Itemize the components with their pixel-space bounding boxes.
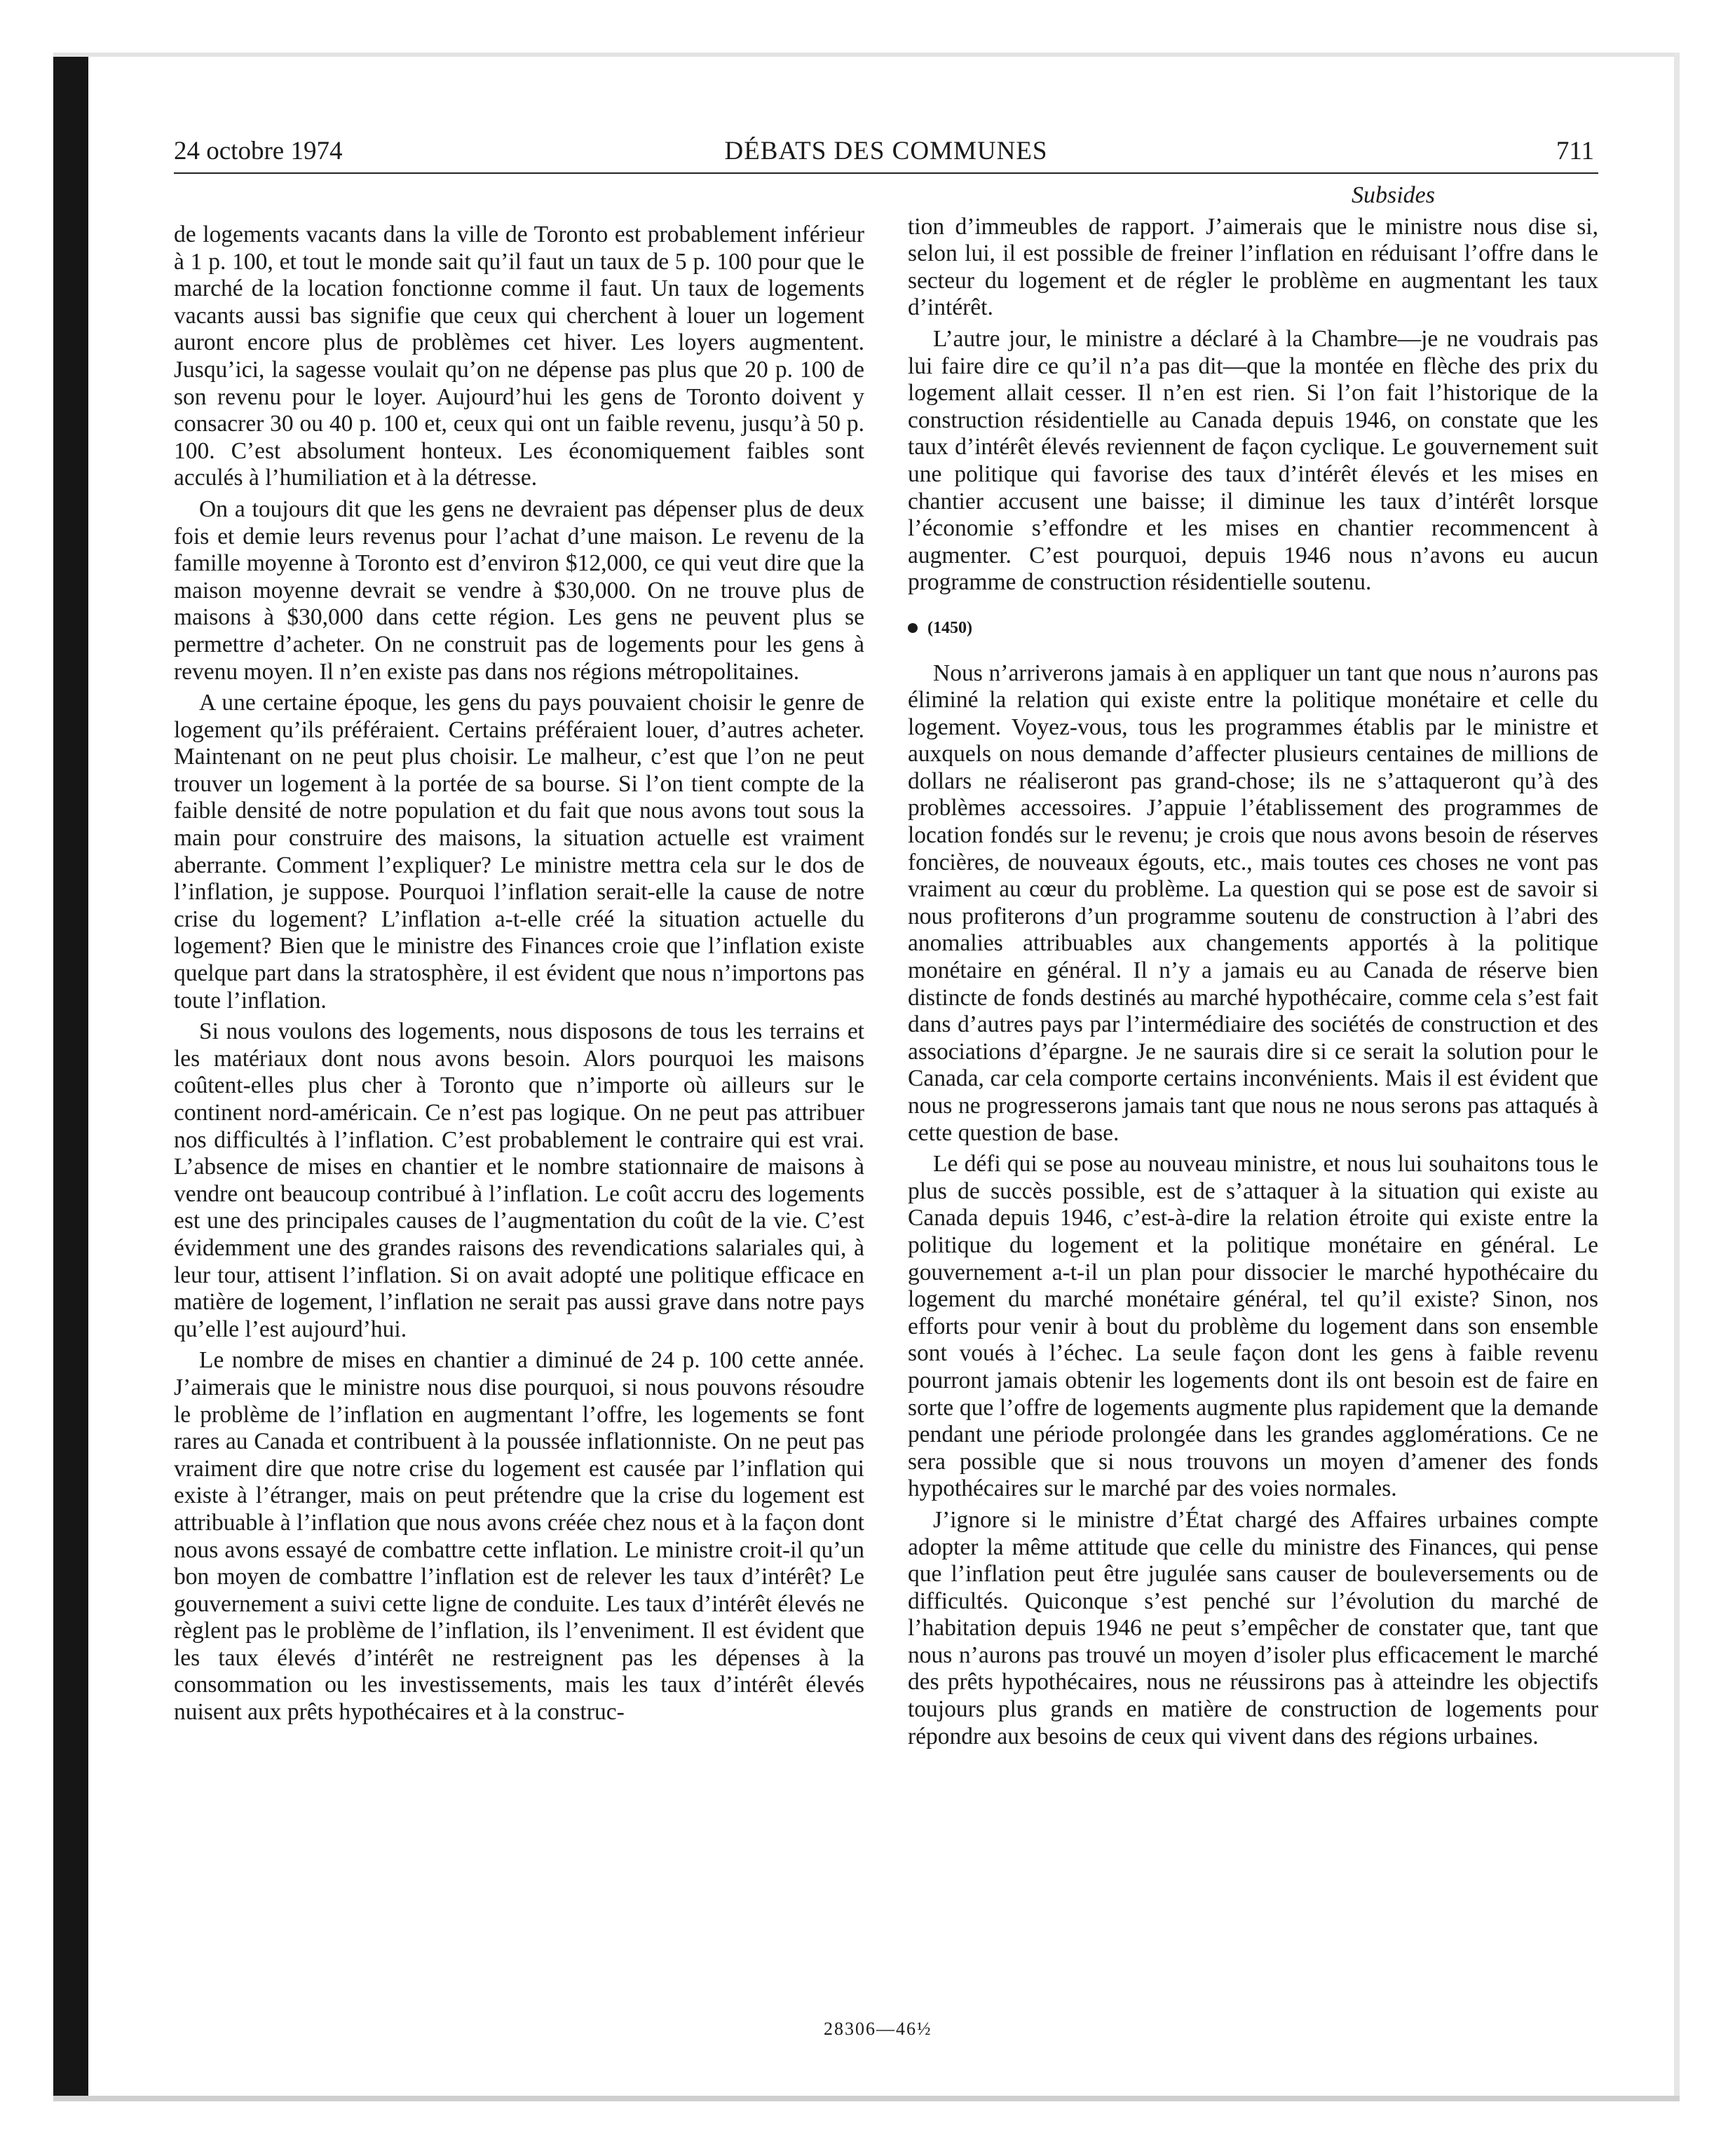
paragraph: L’autre jour, le ministre a déclaré à la Chambre—je ne voudrais pas lui faire dire ce qu’il n’a pas dit—que la montée en flèche des prix du logement allait cesser. Il n’en est rien. Si l’on fait l’historique de la construction résidentielle au Canada depuis 1946, on constate que les taux d’intérêt élevés reviennent de façon cyclique. Le gouvernement suit une politique qui favorise des taux d’intérêt élevés et les mises en chantier accusent une baisse; il diminue les taux d’intérêt lorsque l’économie s’effondre et les mises en chantier recommencent à augmenter. C’est pourquoi, depuis 1946 nous n’avons eu aucun programme de construction résidentielle soutenu. xyxy=(908,325,1598,596)
paragraph: Le défi qui se pose au nouveau ministre, et nous lui souhaitons tous le plus de succès possible, est de s’attaquer à la situation qui existe au Canada depuis 1946, c’est-à-dire la relation étroite qui existe entre la politique du logement et la politique monétaire en général. Le gouvernement a-t-il un plan pour dissocier le marché hypothécaire du logement du marché monétaire général, tel qu’il existe? Sinon, nos efforts pour venir à bout du problème du logement dans son ensemble sont voués à l’échec. La seule façon dont les gens à faible revenu pourront jamais obtenir les logements dont ils ont besoin est de faire en sorte que l’offre de logements augmente plus rapidement que la demande pendant une période prolongée dans les grandes agglomérations. Ce ne sera possible que si nous trouvons un moyen d’amener des fonds hypothécaires sur le marché par des voies normales. xyxy=(908,1151,1598,1502)
scan-edge-right xyxy=(1674,53,1680,2100)
paragraph: Nous n’arriverons jamais à en appliquer un tant que nous n’aurons pas éliminé la relation qui existe entre la politique monétaire et celle du logement. Voyez-vous, tous les programmes établis par le ministre et auxquels on nous demande d’affecter plusieurs centaines de millions de dollars ne réaliseront pas grand-chose; ils ne s’attaqueront qu’à des problèmes accessoires. J’appuie l’établissement des programmes de location fondés sur le revenu; je crois que nous avons besoin de réserves foncières, de nouveaux égouts, etc., mais toutes ces choses ne vont pas vraiment au cœur du problème. La question qui se pose est de savoir si nous profiterons d’un programme soutenu de construction à l’abri des anomalies attribuables aux changements apportés à la politique monétaire en général. Il n’y a jamais eu au Canada de réserve bien distincte de fonds destinés au marché hypothécaire, comme cela s’est fait dans d’autres pays par l’intermédiaire des sociétés de construction et des associations d’épargne. Je ne saurais dire si ce serait la solution pour le Canada, car cela comporte certains inconvénients. Mais il est évident que nous ne progresserons jamais tant que nous ne nous serons pas attaqués à cette question de base. xyxy=(908,660,1598,1146)
scan-edge-top xyxy=(53,53,1680,57)
page-footer: 28306—46½ xyxy=(824,2019,932,2039)
paragraph: tion d’immeubles de rapport. J’aimerais que le ministre nous dise si, selon lui, il est possible de freiner l’inflation en réduisant l’offre dans le secteur du logement et de régler le problème en augmentant les taux d’intérêt. xyxy=(908,213,1598,321)
scan-margin-left xyxy=(0,0,53,2156)
paragraph: de logements vacants dans la ville de Toronto est probablement inférieur à 1 p. 100, et tout le monde sait qu’il faut un taux de 5 p. 100 pour que le marché de la location fonctionne comme il faut. Un taux de logements vacants aussi bas signifie que ceux qui cherchent à louer un logement auront encore plus de problèmes cet hiver. Les loyers augmentent. Jusqu’ici, la sagesse voulait qu’on ne dépense pas plus que 20 p. 100 de son revenu pour le loyer. Aujourd’hui les gens de Toronto doivent y consacrer 30 ou 40 p. 100 et, ceux qui ont un faible revenu, jusqu’à 50 p. 100. C’est absolument honteux. Les économiquement faibles sont acculés à l’humiliation et à la détresse. xyxy=(174,221,864,491)
scan-edge-bar xyxy=(53,53,88,2100)
paragraph: Le nombre de mises en chantier a diminué de 24 p. 100 cette année. J’aimerais que le ministre nous dise pourquoi, si nous pouvons résoudre le problème de l’inflation en augmentant l’offre, les logements se font rares au Canada et contribuent à la poussée inflationniste. On ne peut pas vraiment dire que notre crise du logement est causée par l’inflation qui existe à l’étranger, mais on peut prétendre que la crise du logement est attribuable à l’inflation que nous avons créée chez nous et à la façon dont nous avons essayé de combattre cette inflation. Le ministre croit-il qu’un bon moyen de combattre l’inflation est de relever les taux d’intérêt? Le gouvernement a suivi cette ligne de conduite. Les taux d’intérêt élevés ne règlent pas le problème de l’inflation, ils l’enveniment. Il est évident que les taux élevés d’intérêt ne restreignent pas les dépenses à la consommation ou les investissements, mais les taux d’intérêt élevés nuisent aux prêts hypothécaires et à la construc- xyxy=(174,1347,864,1726)
section-label: Subsides xyxy=(1352,182,1435,208)
header-page-number: 711 xyxy=(1556,137,1594,165)
bullet-icon xyxy=(908,623,918,633)
paragraph: A une certaine époque, les gens du pays pouvaient choisir le genre de logement qu’ils préféraient. Certains préféraient louer, d’autres acheter. Maintenant on ne peut plus choisir. Le malheur, c’est que l’on ne peut trouver un logement à la portée de sa bourse. Si l’on tient compte de la faible densité de notre population et du fait que nous avons tout sous la main pour construire des maisons, la situation actuelle est vraiment aberrante. Comment l’expliquer? Le ministre mettra cela sur le dos de l’inflation, je suppose. Pourquoi l’inflation serait-elle la cause de notre crise du logement? L’inflation a-t-elle créé la situation actuelle du logement? Bien que le ministre des Finances croie que l’inflation existe quelque part dans la stratosphère, il est évident que nous n’importons pas toute l’inflation. xyxy=(174,690,864,1014)
document-page xyxy=(174,133,1598,1749)
left-column xyxy=(174,221,864,1731)
time-marker xyxy=(908,615,1598,642)
time-marker-label: (1450) xyxy=(927,618,972,637)
header-title: DÉBATS DES COMMUNES xyxy=(724,137,1048,165)
paragraph: On a toujours dit que les gens ne devraient pas dépenser plus de deux fois et demie leurs revenus pour l’achat d’une maison. Le revenu de la famille moyenne à Toronto est d’environ $12,000, ce qui veut dire que la maison moyenne devrait se vendre à $30,000. On ne trouve plus de maisons à $30,000 dans cette région. Les gens ne peuvent plus se permettre d’acheter. On ne construit pas de logements pour les gens à revenu moyen. Il n’en existe pas dans nos régions métropolitaines. xyxy=(174,496,864,685)
right-column xyxy=(908,182,1598,1754)
scan-edge-bottom xyxy=(53,2096,1680,2101)
page-header xyxy=(174,133,1598,174)
header-date: 24 octobre 1974 xyxy=(174,137,343,165)
paragraph: J’ignore si le ministre d’État chargé des Affaires urbaines compte adopter la même attitude que celle du ministre des Finances, qui pense que l’inflation peut être jugulée sans causer de bouleversements ou de difficultés. Quiconque s’est penché sur l’évolution du marché de l’habitation depuis 1946 ne peut s’empêcher de constater que, tant que nous n’aurons pas trouvé un moyen d’isoler plus efficacement le marché des prêts hypothécaires, nous ne réussirons pas à atteindre les objectifs toujours plus grands en matière de construction de logements pour répondre aux besoins de ceux qui vivent dans des régions urbaines. xyxy=(908,1506,1598,1749)
paragraph: Si nous voulons des logements, nous disposons de tous les terrains et les matériaux dont nous avons besoin. Alors pourquoi les maisons coûtent-elles plus cher à Toronto que n’importe où ailleurs sur le continent nord-américain. Ce n’est pas logique. On ne peut pas attribuer nos difficultés à l’inflation. C’est probablement le contraire qui est vrai. L’absence de mises en chantier et le nombre stationnaire de maisons à vendre ont beaucoup contribué à l’inflation. Le coût accru des logements est une des principales causes de l’augmentation du coût de la vie. C’est évidemment une des grandes raisons des revendications salariales qui, à leur tour, attisent l’inflation. Si on avait adopté une politique efficace en matière de logement, l’inflation ne serait pas aussi grave dans notre pays qu’elle l’est aujourd’hui. xyxy=(174,1018,864,1342)
